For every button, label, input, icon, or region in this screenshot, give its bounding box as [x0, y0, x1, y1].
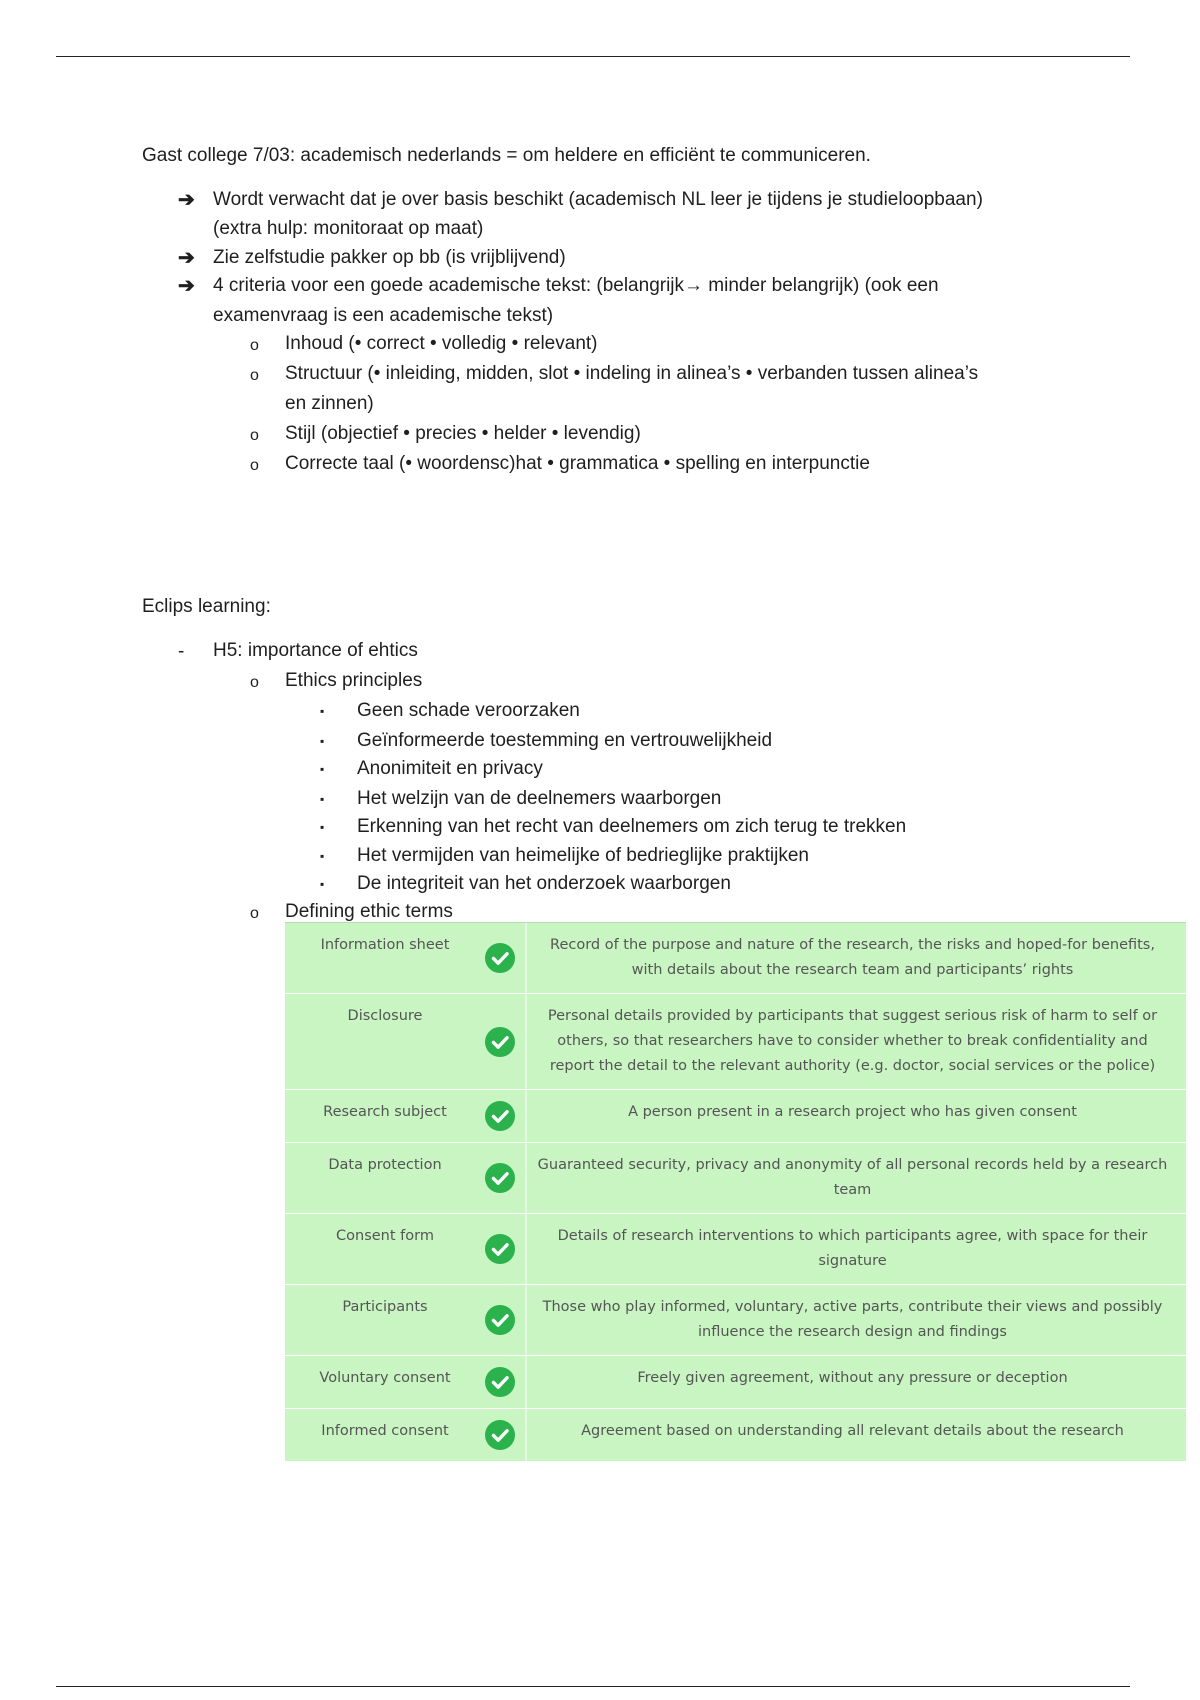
table-row	[285, 1285, 1186, 1356]
square-bullet-icon: ▪	[320, 877, 325, 891]
definition-cell: Those who play informed, voluntary, active parts, contribute their views and possibly influence the research design and findings	[542, 1299, 1163, 1340]
table-row	[285, 1214, 1186, 1285]
square-bullet-icon: ▪	[320, 704, 325, 718]
arrow-item: Zie zelfstudie pakker op bb (is vrijblijvend)	[213, 247, 566, 268]
principle-item: Erkenning van het recht van deelnemers om zich terug te trekken	[357, 816, 907, 837]
footer-rule	[56, 1686, 1130, 1687]
table-row	[285, 923, 1186, 994]
criterion-item-continuation: en zinnen)	[285, 393, 374, 414]
term-cell: Consent form	[336, 1228, 434, 1244]
criterion-item: Inhoud (• correct • volledig • relevant)	[285, 333, 598, 354]
definition-cell: Guaranteed security, privacy and anonymity of all personal records held by a research team	[537, 1157, 1168, 1198]
arrow-bullet-icon: ➔	[178, 275, 195, 297]
table-row	[285, 1409, 1186, 1462]
check-icon	[485, 994, 527, 1089]
table-row	[285, 1356, 1186, 1409]
principle-item: Anonimiteit en privacy	[357, 758, 543, 779]
term-cell: Research subject	[323, 1104, 447, 1120]
circle-bullet-icon: o	[250, 905, 259, 922]
arrow-bullet-icon: ➔	[178, 247, 195, 269]
term-cell: Voluntary consent	[319, 1370, 451, 1386]
term-cell: Informed consent	[321, 1423, 449, 1439]
eclips-heading: Eclips learning:	[142, 596, 271, 617]
square-bullet-icon: ▪	[320, 792, 325, 806]
h5-item: H5: importance of ehtics	[213, 640, 418, 661]
definition-cell: A person present in a research project who has given consent	[628, 1104, 1077, 1120]
table-row	[285, 1143, 1186, 1214]
term-cell: Participants	[342, 1299, 428, 1315]
dash-bullet-icon: -	[178, 641, 185, 662]
check-icon	[485, 1090, 527, 1142]
circle-bullet-icon: o	[250, 367, 259, 384]
table-row	[285, 1090, 1186, 1143]
table-row	[285, 994, 1186, 1090]
arrow-item: 4 criteria voor een goede academische tekst: (belangrijk→ minder belangrijk) (ook een	[213, 275, 939, 296]
term-cell: Data protection	[328, 1157, 442, 1173]
header-rule	[56, 56, 1130, 57]
definition-cell: Agreement based on understanding all relevant details about the research	[581, 1423, 1124, 1439]
circle-bullet-icon: o	[250, 337, 259, 354]
check-icon	[485, 923, 527, 993]
arrow-item-continuation: (extra hulp: monitoraat op maat)	[213, 218, 484, 239]
circle-bullet-icon: o	[250, 457, 259, 474]
principle-item: De integriteit van het onderzoek waarborgen	[357, 873, 731, 894]
arrow-item-continuation: examenvraag is een academische tekst)	[213, 305, 554, 326]
definition-cell: Details of research interventions to which participants agree, with space for their signature	[557, 1228, 1148, 1269]
criterion-item: Stijl (objectief • precies • helder • levendig)	[285, 423, 641, 444]
square-bullet-icon: ▪	[320, 762, 325, 776]
criterion-item: Correcte taal (• woordensc)hat • grammatica • spelling en interpunctie	[285, 453, 870, 474]
criterion-item: Structuur (• inleiding, midden, slot • indeling in alinea’s • verbanden tussen alinea’s	[285, 363, 979, 384]
definition-cell: Freely given agreement, without any pressure or deception	[637, 1370, 1068, 1386]
defining-terms-label: Defining ethic terms	[285, 901, 453, 922]
arrow-item: Wordt verwacht dat je over basis beschikt (academisch NL leer je tijdens je studieloopbaan)	[213, 189, 983, 210]
check-icon	[485, 1409, 527, 1461]
principle-item: Geen schade veroorzaken	[357, 700, 580, 721]
square-bullet-icon: ▪	[320, 849, 325, 863]
square-bullet-icon: ▪	[320, 820, 325, 834]
circle-bullet-icon: o	[250, 674, 259, 691]
arrow-bullet-icon: ➔	[178, 189, 195, 211]
check-icon	[485, 1285, 527, 1355]
term-cell: Disclosure	[347, 1008, 423, 1024]
definition-cell: Personal details provided by participants that suggest serious risk of harm to self or others, so that researchers have to consider whether to break confidentiality and report the detail to the relevant authority (e.g. doctor, social services or the police)	[547, 1008, 1158, 1074]
check-icon	[485, 1214, 527, 1284]
square-bullet-icon: ▪	[320, 734, 325, 748]
check-icon	[485, 1143, 527, 1213]
ethics-principles-label: Ethics principles	[285, 670, 423, 691]
check-icon	[485, 1356, 527, 1408]
principle-item: Het vermijden van heimelijke of bedrieglijke praktijken	[357, 845, 809, 866]
principle-item: Geïnformeerde toestemming en vertrouwelijkheid	[357, 730, 773, 751]
term-cell: Information sheet	[320, 937, 450, 953]
circle-bullet-icon: o	[250, 427, 259, 444]
ethics-terms-table	[285, 922, 1186, 1462]
definition-cell: Record of the purpose and nature of the research, the risks and hoped-for benefits, with details about the research team and participants’ rights	[550, 937, 1155, 978]
principle-item: Het welzijn van de deelnemers waarborgen	[357, 788, 722, 809]
intro-line: Gast college 7/03: academisch nederlands = om heldere en efficiënt te communiceren.	[142, 145, 871, 166]
